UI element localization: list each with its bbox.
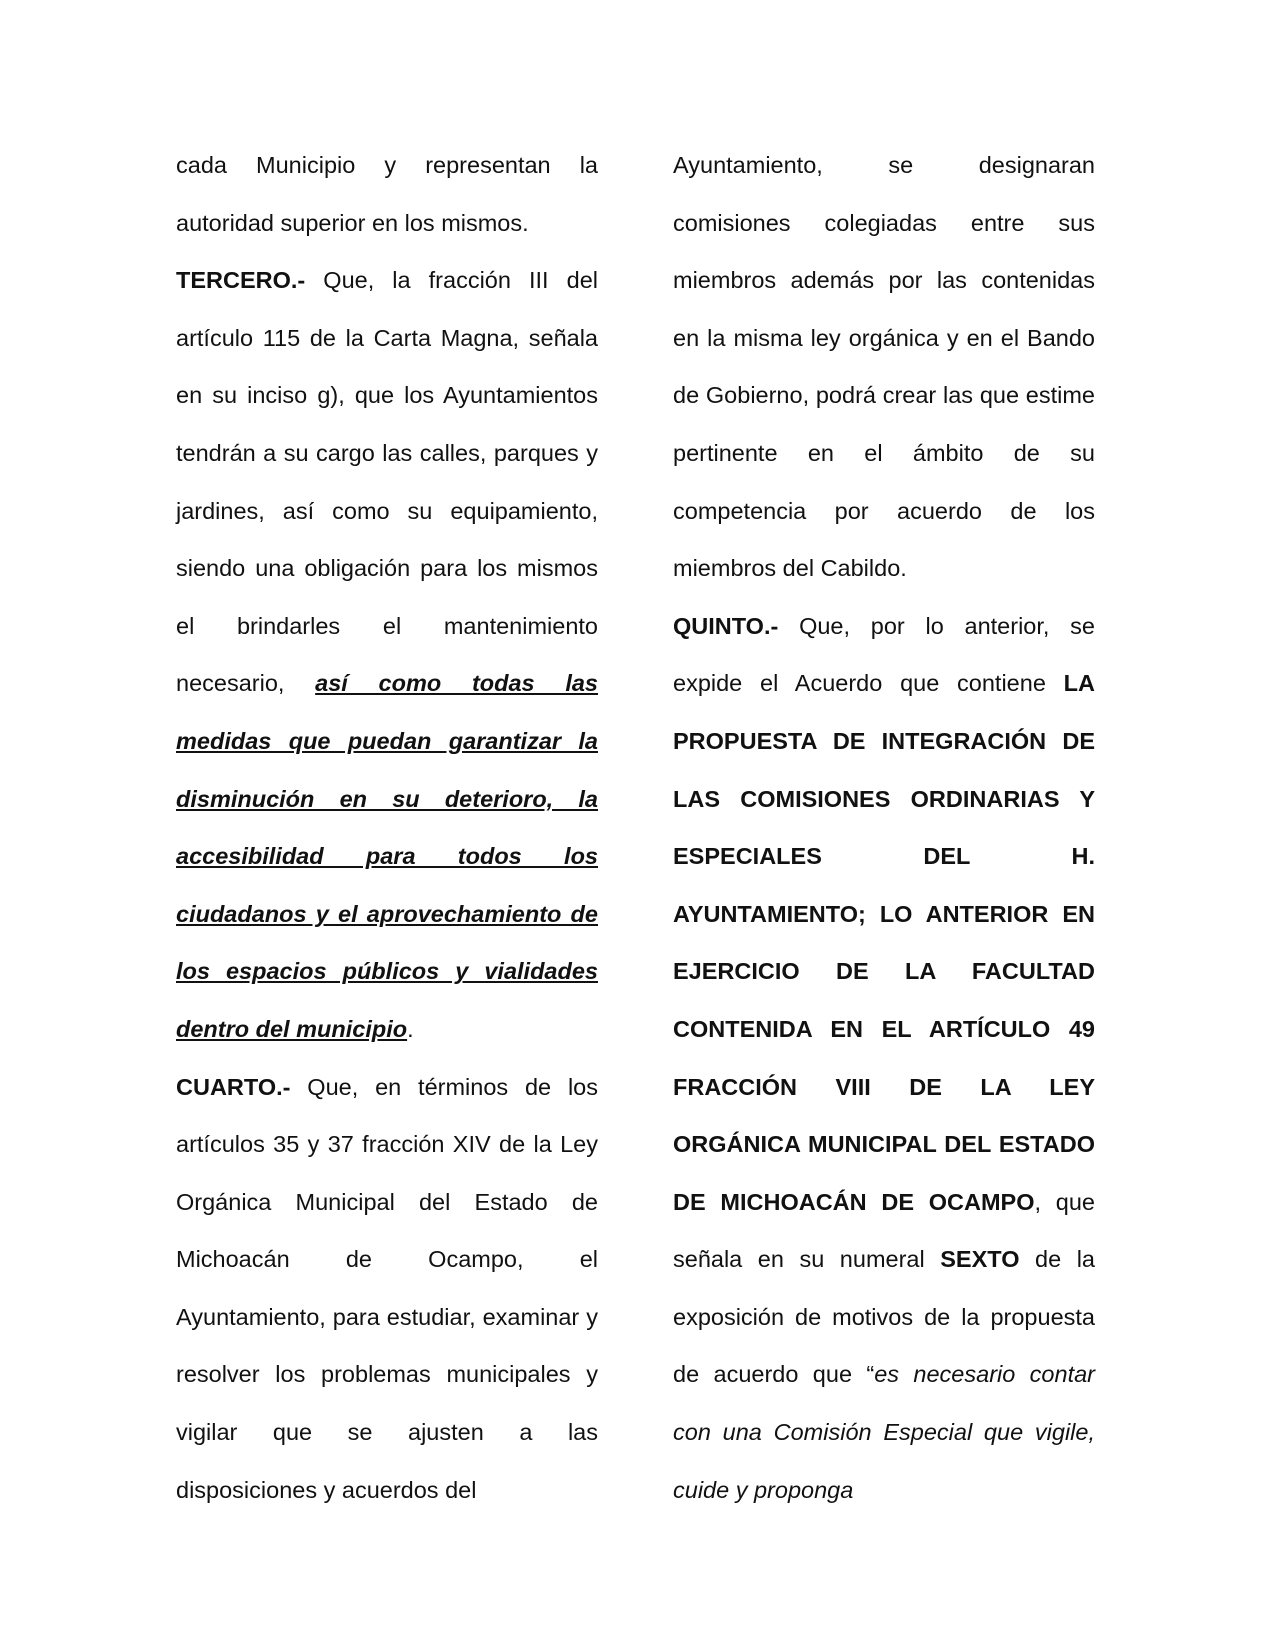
right-column — [673, 137, 1095, 1519]
heading-cuarto: CUARTO.- — [176, 1073, 291, 1100]
heading-quinto: QUINTO.- — [673, 612, 779, 639]
paragraph-text: . — [407, 1015, 414, 1042]
emphasized-underlined-text: así como todas las medidas que puedan garantizar la disminución en su deterioro, la accesibilidad para todos los ciudadanos y el aprovechamiento de los espacios públicos y vialidades dentro del municipio — [176, 670, 599, 1042]
numeral-sexto: SEXTO — [940, 1246, 1020, 1273]
paragraph-ayuntamiento — [673, 137, 1095, 598]
paragraph-text: Que, en términos de los artículos 35 y 37 fracción XIV de la Ley Orgánica Municipal del Estado de Michoacán de Ocampo, el Ayuntamiento, para estudiar, examinar y resolver los problemas municipales y vigilar que se ajusten a las disposiciones y acuerdos del — [176, 1073, 598, 1503]
paragraph-text: , que señala en su numeral — [673, 1188, 1095, 1273]
italic-quote: es necesario contar con una Comisión Especial que vigile, cuide y proponga — [673, 1361, 1095, 1503]
paragraph-text: Que, por lo anterior, se expide el Acuerdo que contiene — [673, 612, 1095, 697]
heading-tercero: TERCERO.- — [176, 267, 306, 294]
paragraph-text: de la exposición de motivos de la propuesta de acuerdo que “ — [673, 1246, 1095, 1388]
paragraph-quinto — [673, 598, 1095, 1520]
paragraph-text: Que, la fracción III del artículo 115 de la Carta Magna, señala en su inciso g), que los Ayuntamientos tendrán a su cargo las calles, parques y jardines, así como su equipamiento, siendo una obligación para los mismos el brindarles el mantenimiento necesario, — [176, 267, 598, 697]
paragraph-municipio — [176, 137, 598, 252]
agreement-title: LA PROPUESTA DE INTEGRACIÓN DE LAS COMISIONES ORDINARIAS Y ESPECIALES DEL H. AYUNTAMIENTO; LO ANTERIOR EN EJERCICIO DE LA FACULTAD CONTENIDA EN EL ARTÍCULO 49 FRACCIÓN VIII DE LA LEY ORGÁNICA MUNICIPAL DEL ESTADO DE MICHOACÁN DE OCAMPO — [673, 670, 1095, 1215]
paragraph-tercero — [176, 252, 598, 1058]
paragraph-text: cada Municipio y representan la autoridad superior en los mismos. — [176, 152, 598, 236]
left-column — [176, 137, 598, 1519]
paragraph-cuarto — [176, 1059, 598, 1520]
paragraph-text: Ayuntamiento, se designaran comisiones colegiadas entre sus miembros además por las contenidas en la misma ley orgánica y en el Bando de Gobierno, podrá crear las que estime pertinente en el ámbito de su competencia por acuerdo de los miembros del Cabildo. — [673, 152, 1095, 582]
